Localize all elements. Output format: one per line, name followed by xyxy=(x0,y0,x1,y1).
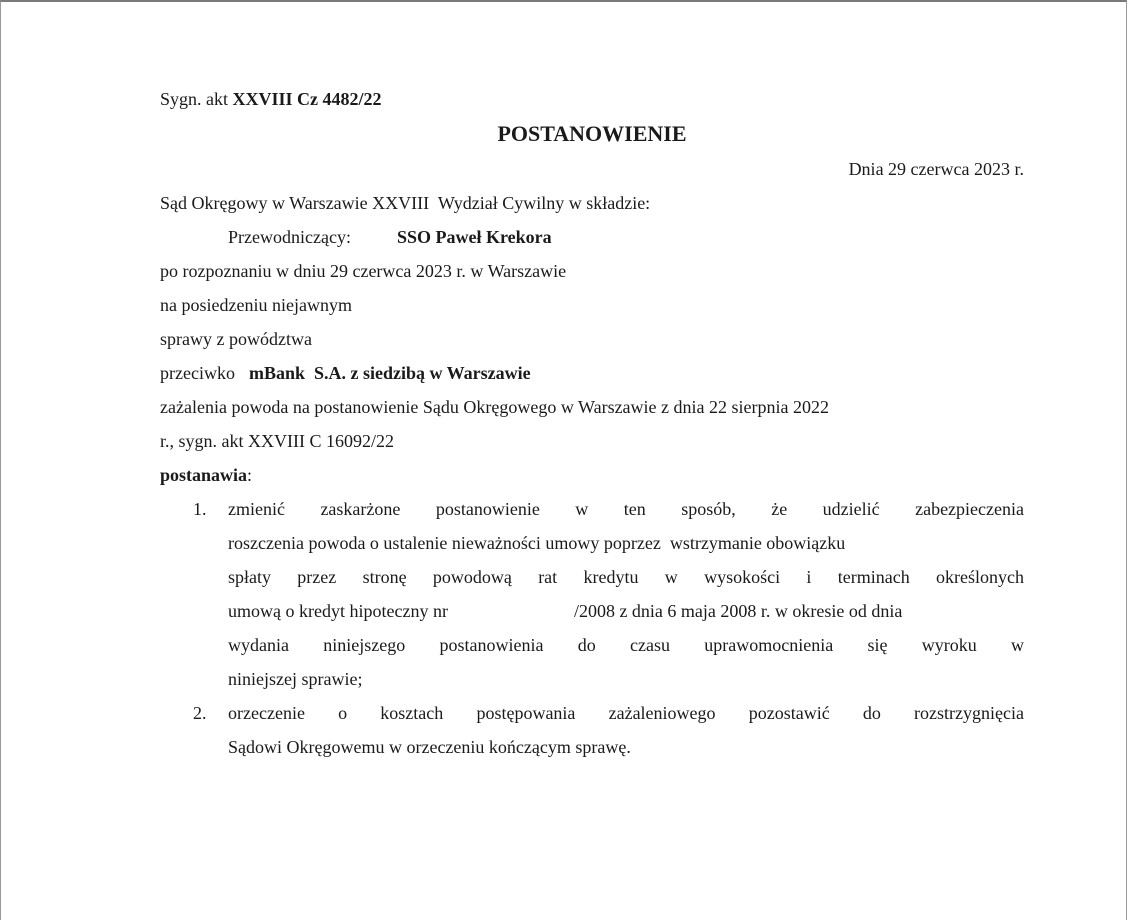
decides-label: postanawia xyxy=(160,465,248,485)
decision-item-1-line-4a: umową o kredyt hipoteczny nr xyxy=(228,601,448,621)
complaint-line-1: zażalenia powoda na postanowienie Sądu Okręgowego w Warszawie z dnia 22 sierpnia 2022 xyxy=(160,397,829,417)
chair-label: Przewodniczący: xyxy=(228,227,351,247)
decision-list xyxy=(160,492,1024,764)
case-signature-prefix: Sygn. akt xyxy=(160,89,233,109)
complaint-line-2: r., sygn. akt XXVIII C 16092/22 xyxy=(160,431,394,451)
decision-item-1-number: 1. xyxy=(193,499,207,519)
document-date: Dnia 29 czerwca 2023 r. xyxy=(848,159,1024,179)
chair-line xyxy=(160,220,1024,254)
session-line: na posiedzeniu niejawnym xyxy=(160,295,352,315)
decision-item-2-number: 2. xyxy=(193,703,207,723)
document-title: POSTANOWIENIE xyxy=(497,121,687,146)
decision-item-1-line-5: wydania niniejszego postanowienia do czasu uprawomocnienia się wyroku w xyxy=(228,635,1024,655)
against-label: przeciwko xyxy=(160,363,235,383)
decision-item-1-line-4b: /2008 z dnia 6 maja 2008 r. w okresie od dnia xyxy=(573,601,903,621)
decision-item-1-line-6: niniejszej sprawie; xyxy=(228,669,363,689)
case-line: sprawy z powództwa xyxy=(160,329,312,349)
decides-line xyxy=(160,458,1024,492)
against-line xyxy=(160,356,1024,390)
case-signature xyxy=(160,82,1024,116)
document-body xyxy=(160,82,1024,764)
decision-item-1-line-1: zmienić zaskarżone postanowienie w ten sposób, że udzielić zabezpieczenia xyxy=(228,499,1024,519)
decides-colon: : xyxy=(247,465,253,485)
chair-name: SSO Paweł Krekora xyxy=(396,227,552,247)
decision-item-1-line-3: spłaty przez stronę powodową rat kredytu w wysokości i terminach określonych xyxy=(228,567,1024,587)
decision-item-1-line-2: roszczenia powoda o ustalenie nieważności umowy poprzez wstrzymanie obowiązku xyxy=(228,533,846,553)
decision-item-2-line-2: Sądowi Okręgowemu w orzeczeniu kończącym sprawę. xyxy=(228,737,631,757)
against-name: mBank S.A. z siedzibą w Warszawie xyxy=(248,363,531,383)
decision-item-1 xyxy=(160,492,1024,696)
decision-item-2 xyxy=(160,696,1024,764)
court-composition xyxy=(160,186,1024,220)
hearing-line: po rozpoznaniu w dniu 29 czerwca 2023 r. w Warszawie xyxy=(160,261,567,281)
decision-item-1-line-4 xyxy=(228,594,1024,628)
court-composition-text: Sąd Okręgowy w Warszawie XXVIII Wydział Cywilny w składzie: xyxy=(160,193,651,213)
case-signature-number: XXVIII Cz 4482/22 xyxy=(232,89,382,109)
decision-item-2-line-1: orzeczenie o kosztach postępowania zażaleniowego pozostawić do rozstrzygnięcia xyxy=(228,703,1024,723)
